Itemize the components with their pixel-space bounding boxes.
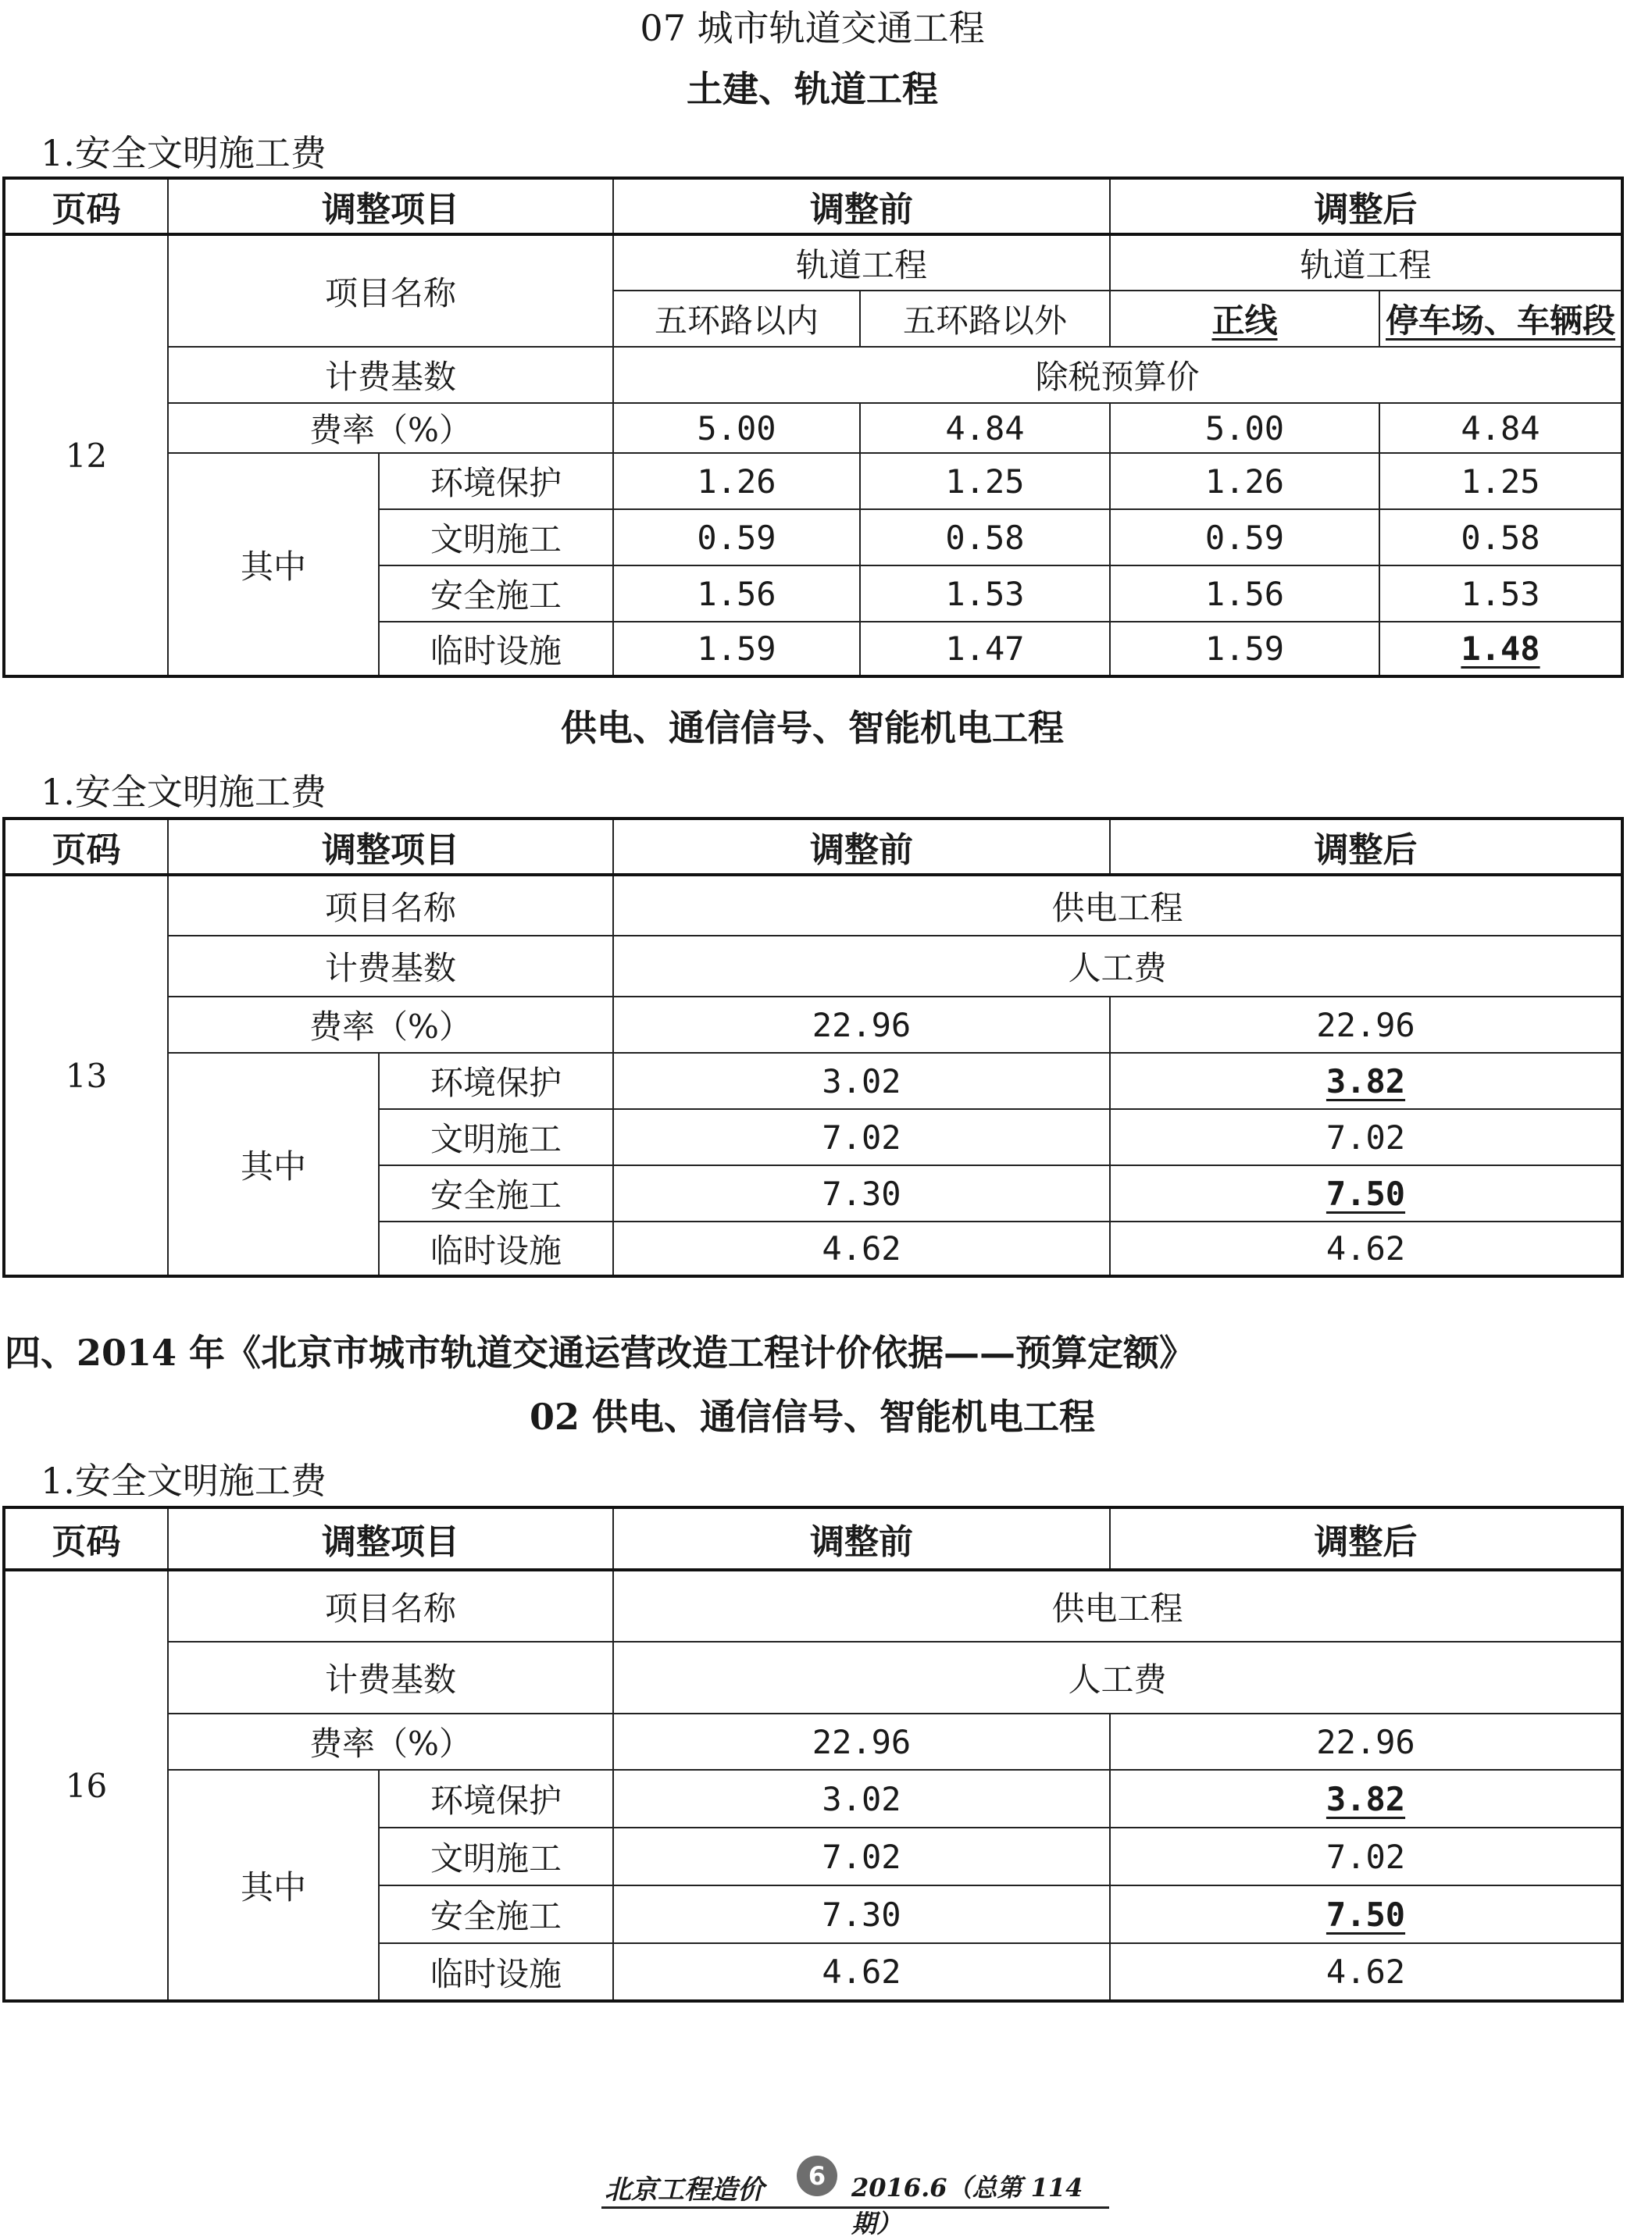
- page-footer: [601, 2154, 1109, 2238]
- rate-value: 5.00: [1110, 403, 1379, 453]
- row-label: 临时设施: [379, 1943, 613, 2001]
- cell-value: 7.02: [1110, 1828, 1622, 1885]
- cell-value: 1.56: [613, 565, 860, 622]
- qizhong-label: 其中: [168, 453, 379, 676]
- cell-value: 1.56: [1110, 565, 1379, 622]
- journal-name: 北京工程造价: [605, 2174, 764, 2206]
- fee-table-2: [2, 817, 1624, 1278]
- table-caption: 1.安全文明施工费: [41, 132, 326, 174]
- row-label: 环境保护: [379, 1770, 613, 1828]
- cell-value-changed: 1.48: [1379, 622, 1622, 676]
- header-item: 调整项目: [168, 1507, 613, 1570]
- table-caption: 1.安全文明施工费: [41, 771, 326, 813]
- subcol-inner-ring: 五环路以内: [613, 291, 860, 347]
- cell-value-changed: 7.50: [1110, 1885, 1622, 1943]
- header-before: 调整前: [613, 178, 1110, 234]
- page-number-cell: 13: [4, 875, 168, 1276]
- rate-value: 4.84: [860, 403, 1110, 453]
- cell-value: 0.59: [613, 509, 860, 565]
- rate-value: 22.96: [613, 1714, 1110, 1770]
- rate-label: 费率（%）: [168, 997, 613, 1053]
- cell-value: 4.62: [613, 1943, 1110, 2001]
- section-heading: 四、2014 年《北京市城市轨道交通运营改造工程计价依据——预算定额》: [5, 1332, 1196, 1374]
- row-label: 文明施工: [379, 1109, 613, 1165]
- cell-value-changed: 3.82: [1110, 1053, 1622, 1109]
- header-item: 调整项目: [168, 178, 613, 234]
- page-number-cell: 12: [4, 234, 168, 676]
- item-name-value: 供电工程: [613, 1570, 1622, 1642]
- cell-value: 0.58: [860, 509, 1110, 565]
- section-subtitle: 02 供电、通信信号、智能机电工程: [529, 1396, 1096, 1438]
- subcol-depot: 停车场、车辆段: [1379, 291, 1622, 347]
- fee-table-3: [2, 1506, 1624, 2003]
- base-value: 人工费: [613, 1642, 1622, 1714]
- footer-rule: [601, 2206, 1109, 2209]
- item-name-value: 供电工程: [613, 875, 1622, 936]
- header-item: 调整项目: [168, 819, 613, 875]
- cell-value: 4.62: [1110, 1222, 1622, 1276]
- cell-value: 7.02: [613, 1828, 1110, 1885]
- row-label: 文明施工: [379, 509, 613, 565]
- cell-value: 7.02: [1110, 1109, 1622, 1165]
- row-label: 文明施工: [379, 1828, 613, 1885]
- cell-value: 3.02: [613, 1053, 1110, 1109]
- section-subtitle: 土建、轨道工程: [687, 68, 938, 110]
- fee-table-1: [2, 177, 1624, 678]
- rate-value: 4.84: [1379, 403, 1622, 453]
- item-name-label: 项目名称: [168, 875, 613, 936]
- cell-value-changed: 3.82: [1110, 1770, 1622, 1828]
- cell-value: 1.25: [860, 453, 1110, 509]
- cell-value: 0.58: [1379, 509, 1622, 565]
- row-label: 临时设施: [379, 622, 613, 676]
- header-after: 调整后: [1110, 819, 1622, 875]
- base-value: 除税预算价: [613, 347, 1622, 403]
- section-subtitle: 供电、通信信号、智能机电工程: [561, 707, 1064, 749]
- header-page: 页码: [4, 819, 168, 875]
- cell-value: 4.62: [1110, 1943, 1622, 2001]
- row-label: 安全施工: [379, 565, 613, 622]
- page-number-cell: 16: [4, 1570, 168, 2001]
- row-label: 安全施工: [379, 1885, 613, 1943]
- header-page: 页码: [4, 1507, 168, 1570]
- subcol-outer-ring: 五环路以外: [860, 291, 1110, 347]
- rate-value: 5.00: [613, 403, 860, 453]
- item-name-label: 项目名称: [168, 234, 613, 347]
- cell-value: 7.30: [613, 1165, 1110, 1222]
- base-label: 计费基数: [168, 1642, 613, 1714]
- base-label: 计费基数: [168, 347, 613, 403]
- cell-value-changed: 7.50: [1110, 1165, 1622, 1222]
- cell-value: 3.02: [613, 1770, 1110, 1828]
- row-label: 环境保护: [379, 1053, 613, 1109]
- before-project-name: 轨道工程: [613, 234, 1110, 291]
- qizhong-label: 其中: [168, 1053, 379, 1276]
- cell-value: 1.53: [860, 565, 1110, 622]
- base-value: 人工费: [613, 936, 1622, 997]
- cell-value: 7.30: [613, 1885, 1110, 1943]
- issue-info: 2016.6（总第 114 期）: [851, 2173, 1083, 2238]
- cell-value: 1.47: [860, 622, 1110, 676]
- row-label: 环境保护: [379, 453, 613, 509]
- header-after: 调整后: [1110, 178, 1622, 234]
- cell-value: 1.53: [1379, 565, 1622, 622]
- after-project-name: 轨道工程: [1110, 234, 1622, 291]
- item-name-label: 项目名称: [168, 1570, 613, 1642]
- header-before: 调整前: [613, 819, 1110, 875]
- subcol-main-line: 正线: [1110, 291, 1379, 347]
- cell-value: 1.26: [613, 453, 860, 509]
- rate-value: 22.96: [1110, 997, 1622, 1053]
- header-before: 调整前: [613, 1507, 1110, 1570]
- cell-value: 1.26: [1110, 453, 1379, 509]
- section-title: 07 城市轨道交通工程: [640, 7, 985, 49]
- row-label: 安全施工: [379, 1165, 613, 1222]
- cell-value: 1.59: [1110, 622, 1379, 676]
- base-label: 计费基数: [168, 936, 613, 997]
- table-caption: 1.安全文明施工费: [41, 1460, 326, 1502]
- cell-value: 1.59: [613, 622, 860, 676]
- cell-value: 4.62: [613, 1222, 1110, 1276]
- header-after: 调整后: [1110, 1507, 1622, 1570]
- qizhong-label: 其中: [168, 1770, 379, 2001]
- rate-label: 费率（%）: [168, 403, 613, 453]
- rate-value: 22.96: [613, 997, 1110, 1053]
- row-label: 临时设施: [379, 1222, 613, 1276]
- page-number-badge: 6: [797, 2156, 837, 2196]
- rate-label: 费率（%）: [168, 1714, 613, 1770]
- cell-value: 0.59: [1110, 509, 1379, 565]
- rate-value: 22.96: [1110, 1714, 1622, 1770]
- cell-value: 7.02: [613, 1109, 1110, 1165]
- header-page: 页码: [4, 178, 168, 234]
- cell-value: 1.25: [1379, 453, 1622, 509]
